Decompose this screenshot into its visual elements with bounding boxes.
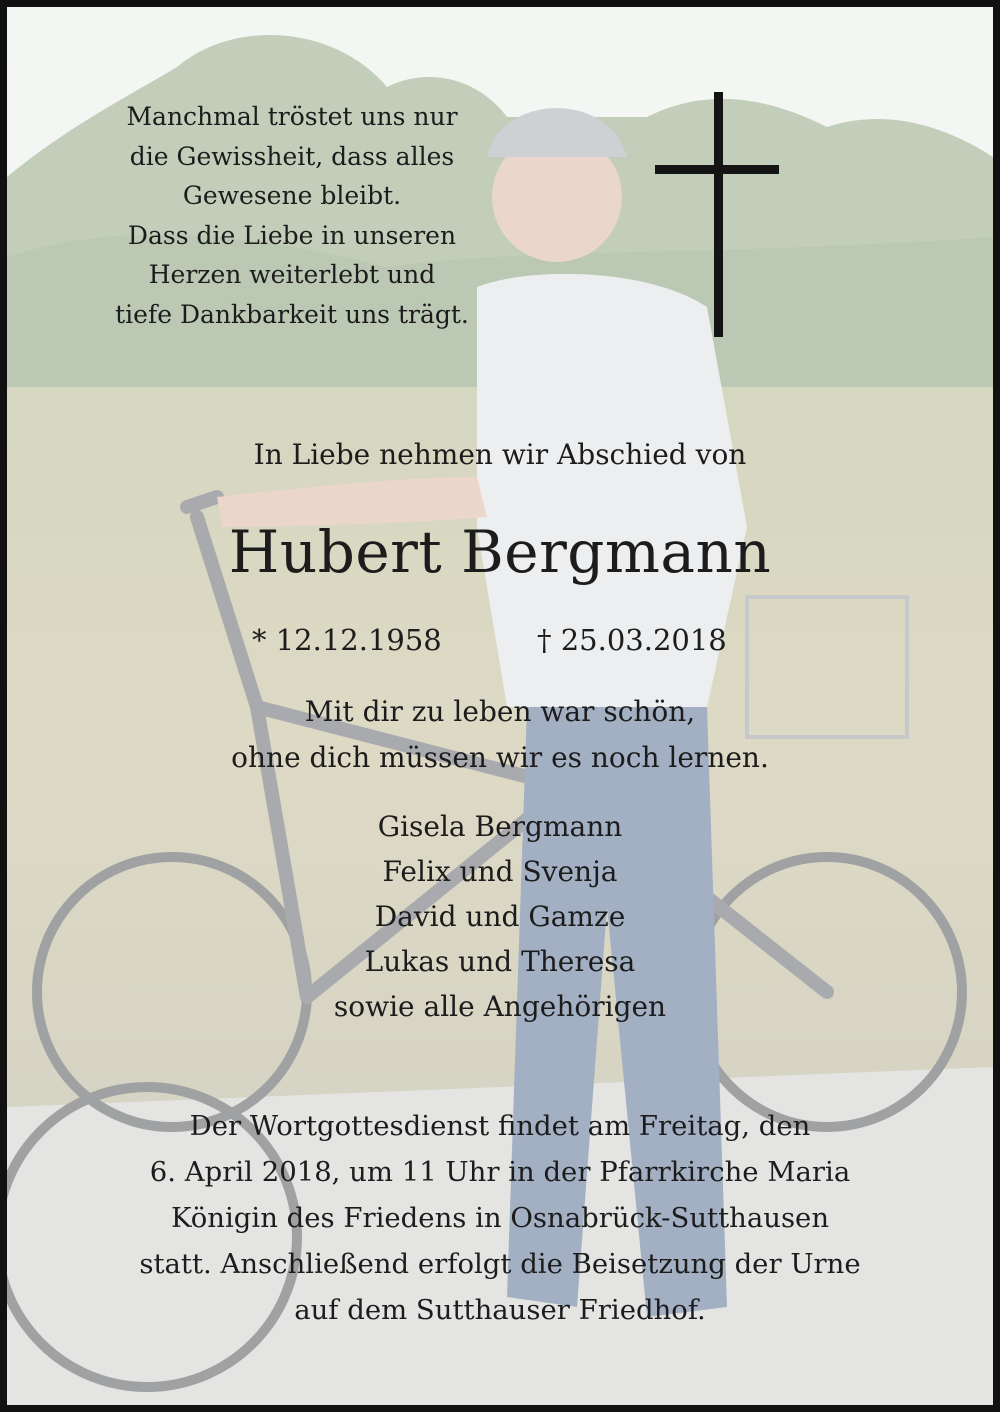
quote-line: Manchmal tröstet uns nur [126,102,458,131]
verse-line: ohne dich müssen wir es noch lernen. [231,741,769,774]
mourner-line: David und Gamze [374,900,626,933]
birth-date: * 12.12.1958 [252,623,442,657]
quote-line: Dass die Liebe in unseren [127,220,457,250]
mourner-line: Felix und Svenja [382,855,618,888]
service-line: statt. Anschließend erfolgt die Beisetzung der Urne [139,1248,861,1280]
cross-icon [655,92,785,342]
service-line: Der Wortgottesdienst findet am Freitag, den [189,1110,811,1142]
deceased-name: Hubert Bergmann [228,518,772,586]
verse-line: Mit dir zu leben war schön, [304,695,696,728]
death-date: † 25.03.2018 [537,623,727,657]
quote-line: Herzen weiterlebt und [148,260,436,289]
quote-line: die Gewissheit, dass alles [129,141,455,171]
service-line: 6. April 2018, um 11 Uhr in der Pfarrkirche Maria [149,1156,851,1188]
life-dates [7,620,993,660]
mourner-line: Gisela Bergmann [377,810,623,843]
service-details [7,1103,993,1333]
quote-line: Gewesene bleibt. [182,181,402,210]
service-line: Königin des Friedens in Osnabrück-Sutthausen [170,1202,830,1234]
quote-line: tiefe Dankbarkeit uns trägt. [115,299,469,329]
mourners-list [7,804,993,1029]
farewell-intro: In Liebe nehmen wir Abschied von [253,438,747,471]
memorial-verse [7,689,993,781]
opening-quote [77,97,507,334]
mourner-line: Lukas und Theresa [364,945,636,978]
service-line: auf dem Sutthauser Friedhof. [294,1294,706,1326]
mourner-line: sowie alle Angehörigen [333,990,667,1023]
